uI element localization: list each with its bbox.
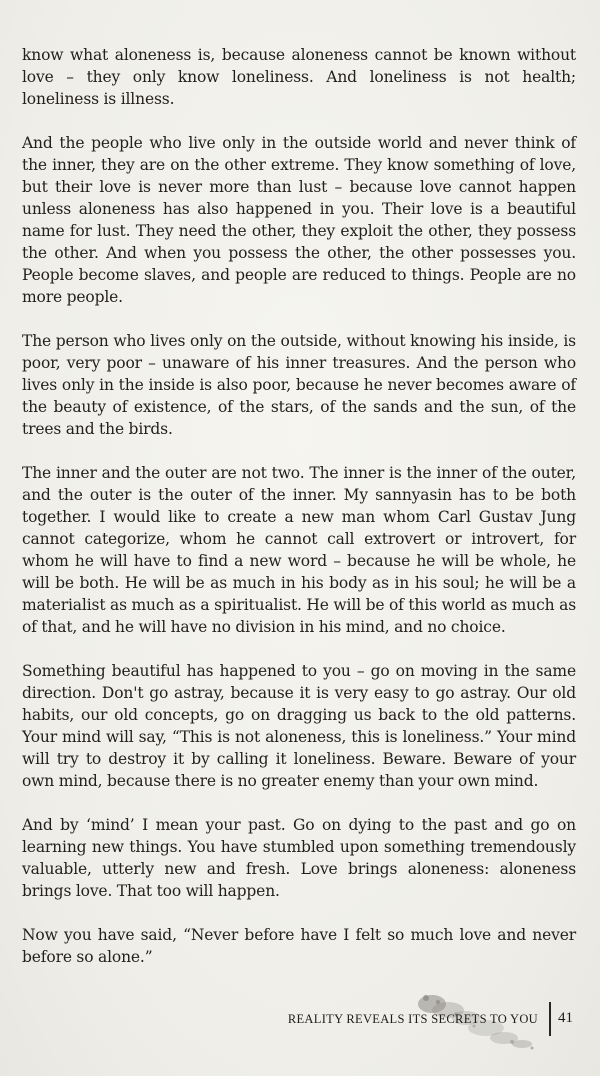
page-footer: [0, 996, 600, 1036]
paragraph-3: The person who lives only on the outside, without knowing his inside, is poor, very poor – unaware of his inner treasures. And the person who lives only in the inside is also poor, because he never becomes aware of the beauty of existence, of the stars, of the sands and the sun, of the trees and the birds.: [22, 332, 576, 438]
paragraph-2: And the people who live only in the outside world and never think of the inner, they are on the other extreme. They know something of love, but their love is never more than lust – because love cannot happen unless aloneness has also happened in you. Their love is a beautiful name for lust. They need the other, they exploit the other, they possess the other. And when you possess the other, the other possesses you. People become slaves, and people are reduced to things. People are no more people.: [22, 134, 576, 306]
page-number: 41: [558, 1010, 573, 1026]
paragraph-5: Something beautiful has happened to you – go on moving in the same direction. Don't go astray, because it is very easy to go astray. Our old habits, our old concepts, go on dragging us back to the old patterns. Your mind will say, “This is not aloneness, this is loneliness.” Your mind will try to destroy it by calling it loneliness. Beware. Beware of your own mind, because there is no greater enemy than your own mind.: [22, 662, 576, 790]
body-text: [22, 44, 576, 990]
paragraph-4: The inner and the outer are not two. The inner is the inner of the outer, and the outer is the outer of the inner. My sannyasin has to be both together. I would like to create a new man whom Carl Gustav Jung cannot categorize, whom he cannot call extrovert or introvert, for whom he will have to find a new word – because he will be whole, he will be both. He will be as much in his body as in his soul; he will be a materialist as much as a spiritualist. He will be of this world as much as of that, and he will have no division in his mind, and no choice.: [22, 464, 576, 636]
footer-divider: [549, 1002, 551, 1036]
paragraph-1: know what aloneness is, because aloneness cannot be known without love – they only know loneliness. And loneliness is not health; loneliness is illness.: [22, 46, 576, 108]
paragraph-6: And by ‘mind’ I mean your past. Go on dying to the past and go on learning new things. You have stumbled upon something tremendously valuable, utterly new and fresh. Love brings aloneness: aloneness brings love. That too will happen.: [22, 816, 576, 900]
paragraph-7: Now you have said, “Never before have I felt so much love and never before so alone.”: [22, 926, 576, 966]
running-head: REALITY REVEALS ITS SECRETS TO YOU: [287, 1012, 538, 1026]
